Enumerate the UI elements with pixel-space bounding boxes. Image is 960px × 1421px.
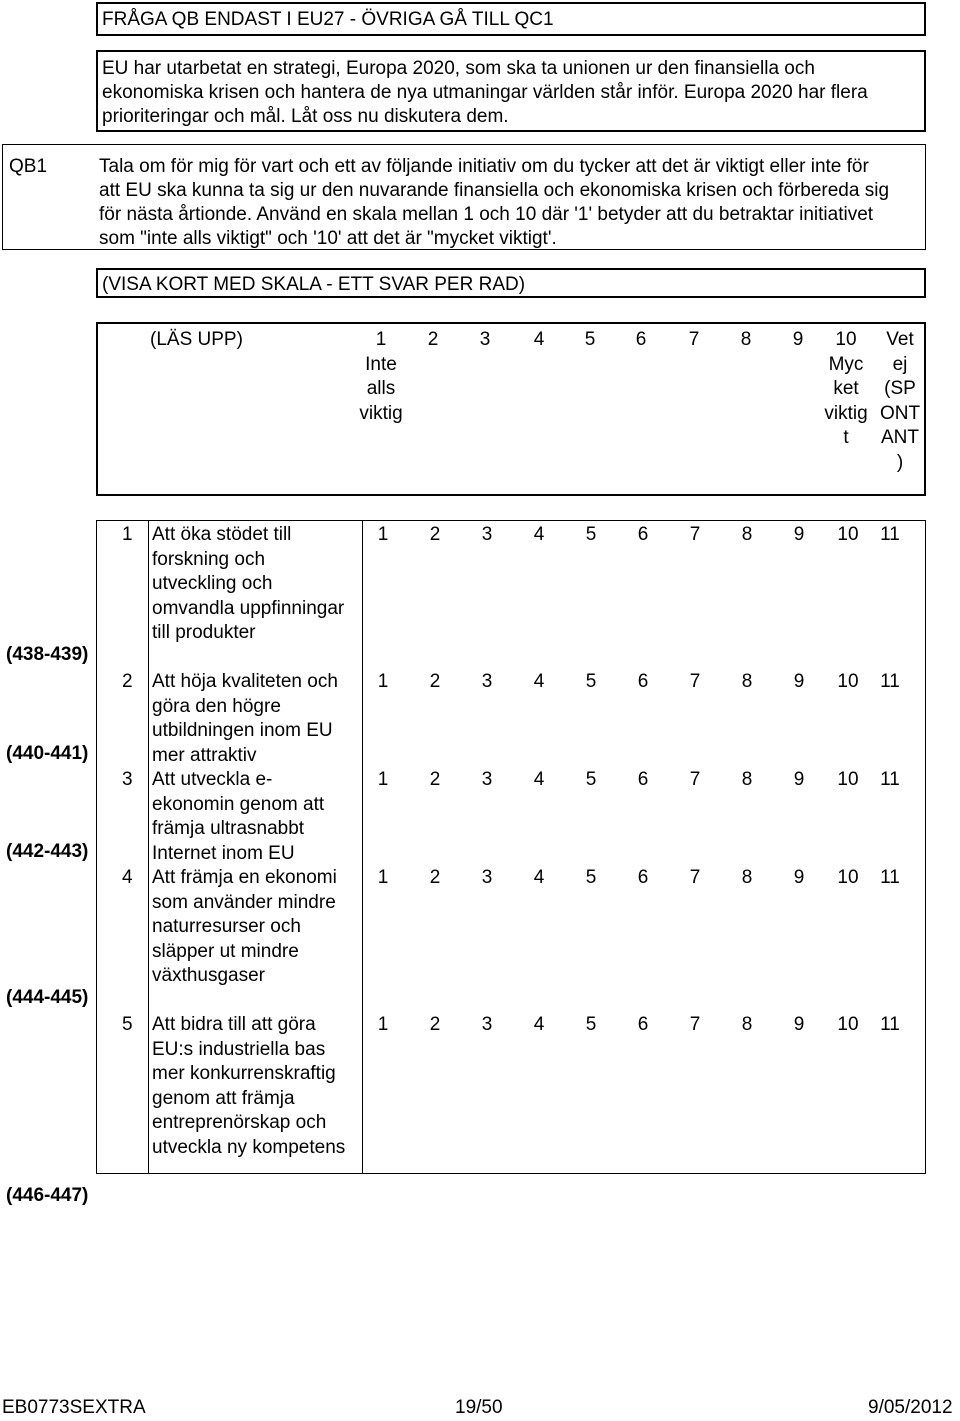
scale-col-9: 9 (792, 329, 804, 350)
scale-option[interactable]: 2 (429, 524, 441, 545)
scale-option[interactable]: 5 (585, 769, 597, 790)
scale-option[interactable]: 2 (429, 1014, 441, 1035)
scale-option[interactable]: 6 (637, 1014, 649, 1035)
items-number-divider (148, 520, 149, 1174)
column-code-4: (444-445) (6, 987, 89, 1008)
scale-option[interactable]: 4 (533, 524, 545, 545)
footer-date: 9/05/2012 (868, 1397, 953, 1418)
scale-option[interactable]: 5 (585, 524, 597, 545)
scale-col-2: 2 (427, 329, 439, 350)
scale-option[interactable]: 3 (481, 867, 493, 888)
scale-option[interactable]: 7 (689, 867, 701, 888)
question-line-2: att EU ska kunna ta sig ur den nuvarande finansiella och ekonomiska krisen och förbereda sig (99, 180, 890, 201)
scale-option[interactable]: 9 (793, 867, 805, 888)
scale-option[interactable]: 9 (793, 1014, 805, 1035)
scale-option[interactable]: 10 (837, 867, 859, 888)
column-code-5: (446-447) (6, 1185, 89, 1206)
question-id: QB1 (9, 156, 48, 177)
scale-option[interactable]: 10 (837, 671, 859, 692)
item-text: Att höja kvaliteten och göra den högre utbildningen inom EU mer attraktiv (152, 671, 338, 766)
scale-option[interactable]: 1 (377, 524, 389, 545)
scale-option[interactable]: 5 (585, 867, 597, 888)
footer-page-number: 19/50 (455, 1397, 503, 1418)
scale-header-box (96, 322, 926, 496)
question-box (2, 144, 926, 250)
column-code-1: (438-439) (6, 644, 89, 665)
scale-option[interactable]: 3 (481, 769, 493, 790)
scale-option[interactable]: 4 (533, 671, 545, 692)
scale-option[interactable]: 4 (533, 769, 545, 790)
scale-option[interactable]: 1 (377, 769, 389, 790)
scale-col-5: 5 (584, 329, 596, 350)
scale-col-3: 3 (479, 329, 491, 350)
read-aloud-label: (LÄS UPP) (150, 329, 243, 350)
scale-option[interactable]: 5 (585, 1014, 597, 1035)
question-line-3: för nästa årtionde. Använd en skala mellan 1 och 10 där '1' betyder att du betraktar initiativet (99, 204, 874, 225)
scale-option[interactable]: 6 (637, 671, 649, 692)
scale-option[interactable]: 4 (533, 1014, 545, 1035)
item-number: 4 (122, 867, 133, 888)
footer-doc-id: EB0773SEXTRA (2, 1397, 146, 1418)
intro-line-2: ekonomiska krisen och hantera de nya utmaningar världen står inför. Europa 2020 har flera (102, 82, 868, 103)
scale-option[interactable]: 10 (837, 1014, 859, 1035)
question-line-1: Tala om för mig för vart och ett av följande initiativ om du tycker att det är viktigt eller inte för (99, 156, 869, 177)
scale-option[interactable]: 7 (689, 524, 701, 545)
items-text-divider (362, 520, 363, 1174)
instruction-box (96, 268, 926, 298)
scale-option[interactable]: 8 (741, 671, 753, 692)
intro-box (96, 50, 926, 132)
scale-option[interactable]: 8 (741, 867, 753, 888)
scale-option[interactable]: 4 (533, 867, 545, 888)
item-text: Att bidra till att göra EU:s industriella bas mer konkurrenskraftig genom att främja entreprenörskap och utveckla ny kompetens (152, 1014, 346, 1158)
scale-option[interactable]: 5 (585, 671, 597, 692)
scale-col-dont-know: Vet ej (SP ONT ANT ) (879, 329, 921, 473)
scale-col-6: 6 (635, 329, 647, 350)
scale-option[interactable]: 11 (880, 867, 900, 888)
scale-option[interactable]: 11 (880, 524, 900, 545)
scale-option[interactable]: 8 (741, 769, 753, 790)
scale-option[interactable]: 11 (880, 671, 900, 692)
scale-option[interactable]: 8 (741, 1014, 753, 1035)
item-text: Att främja en ekonomi som använder mindre naturresurser och släpper ut mindre växthusgaser (152, 867, 337, 986)
question-line-4: som "inte alls viktigt" och '10' att det är "mycket viktigt'. (99, 228, 557, 249)
scale-option[interactable]: 11 (880, 769, 900, 790)
item-text: Att öka stödet till forskning och utveckling och omvandla uppfinningar till produkter (152, 524, 345, 643)
scale-option[interactable]: 8 (741, 524, 753, 545)
item-number: 1 (122, 524, 133, 545)
intro-line-1: EU har utarbetat en strategi, Europa 2020, som ska ta unionen ur den finansiella och (102, 58, 815, 79)
instruction-text: (VISA KORT MED SKALA - ETT SVAR PER RAD) (102, 274, 526, 295)
item-number: 3 (122, 769, 133, 790)
scale-option[interactable]: 3 (481, 671, 493, 692)
scale-col-7: 7 (688, 329, 700, 350)
scale-option[interactable]: 6 (637, 867, 649, 888)
scale-option[interactable]: 6 (637, 769, 649, 790)
scale-option[interactable]: 9 (793, 524, 805, 545)
scale-col-8: 8 (740, 329, 752, 350)
scale-option[interactable]: 2 (429, 867, 441, 888)
scale-option[interactable]: 1 (377, 867, 389, 888)
scale-option[interactable]: 7 (689, 671, 701, 692)
header-title: FRÅGA QB ENDAST I EU27 - ÖVRIGA GÅ TILL QC1 (102, 9, 554, 30)
scale-option[interactable]: 3 (481, 524, 493, 545)
header-box (96, 2, 926, 36)
scale-option[interactable]: 10 (837, 524, 859, 545)
scale-col-1: 1 Inte alls viktig (359, 329, 403, 424)
scale-col-10: 10 Myc ket viktig t (824, 329, 868, 448)
scale-option[interactable]: 2 (429, 671, 441, 692)
scale-option[interactable]: 9 (793, 671, 805, 692)
scale-option[interactable]: 1 (377, 671, 389, 692)
scale-option[interactable]: 9 (793, 769, 805, 790)
scale-option[interactable]: 7 (689, 1014, 701, 1035)
item-number: 2 (122, 671, 133, 692)
column-code-2: (440-441) (6, 743, 89, 764)
item-number: 5 (122, 1014, 133, 1035)
scale-option[interactable]: 10 (837, 769, 859, 790)
scale-option[interactable]: 7 (689, 769, 701, 790)
scale-option[interactable]: 2 (429, 769, 441, 790)
scale-option[interactable]: 3 (481, 1014, 493, 1035)
scale-option[interactable]: 1 (377, 1014, 389, 1035)
intro-line-3: prioriteringar och mål. Låt oss nu diskutera dem. (102, 106, 509, 127)
scale-option[interactable]: 6 (637, 524, 649, 545)
scale-col-4: 4 (533, 329, 545, 350)
item-text: Att utveckla e- ekonomin genom att främja ultrasnabbt Internet inom EU (152, 769, 325, 864)
scale-option[interactable]: 11 (880, 1014, 900, 1035)
column-code-3: (442-443) (6, 841, 89, 862)
